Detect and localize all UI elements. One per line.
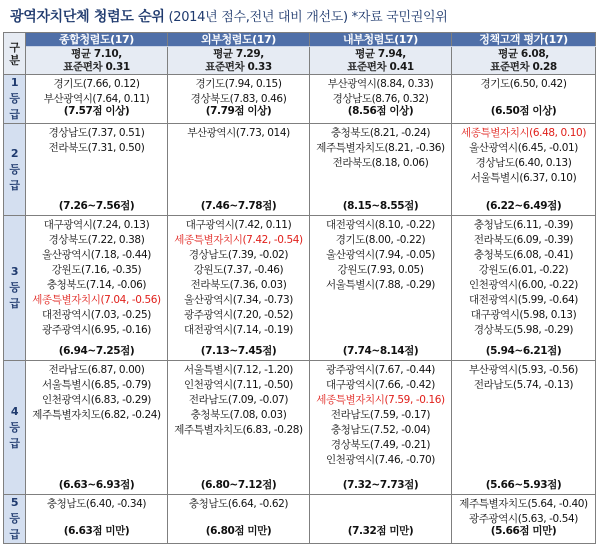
grade-label-char: 3 [10,265,19,278]
score-range: (7.32~7.73점) [342,479,419,491]
region-entry: 대전광역시(5.99, -0.64) [469,294,578,306]
grade-label [4,75,26,124]
score-range: (7.13~7.45점) [200,345,277,357]
region-entry: 대전광역시(8.10, -0.22) [326,219,435,231]
region-entry: 충청북도(8.21, -0.24) [330,127,431,139]
corner-char: 분 [9,53,20,67]
grade-cell [168,361,310,495]
score-range: (6.80~7.12점) [200,479,277,491]
region-entry: 서울특별시(6.37, 0.10) [470,172,577,184]
region-entry: 전라북도(8.18, 0.06) [332,157,429,169]
region-list [310,361,451,468]
region-entry: 세종특별자치시(7.04, -0.56) [32,294,161,306]
column-stats [168,47,310,75]
region-entry: 대구광역시(7.24, 0.13) [43,219,150,231]
region-entry: 부산광역시(5.93, -0.56) [469,364,578,376]
grade-cell-content [310,75,451,120]
score-range: (5.94~6.21점) [485,345,562,357]
ranking-table [3,32,596,544]
grade-label-char: 등 [9,162,20,176]
corner-label [4,33,26,75]
grade-cell-content [310,361,451,494]
region-list [168,124,309,141]
region-entry: 울산광역시(7.94, -0.05) [326,249,435,261]
grade-cell [310,124,452,216]
region-entry: 부산광역시(8.84, 0.33) [327,78,434,90]
region-list [168,495,309,512]
region-entry: 전라북도(7.31, 0.50) [48,142,145,154]
region-entry: 경기도(6.50, 0.42) [480,78,567,90]
grade-cell [26,124,168,216]
column-mean: 평균 6.08, [498,48,549,60]
page-title [10,6,595,28]
grade-label-char: 급 [9,108,20,121]
column-sd: 표준편차 0.31 [63,60,130,73]
grade-label-char: 급 [9,178,20,192]
region-entry: 충청북도(6.08, -0.41) [473,249,574,261]
grade-cell-content [452,495,595,540]
grade-cell-content [168,361,309,494]
region-entry: 강원도(7.93, 0.05) [337,264,424,276]
column-stats [310,47,452,75]
score-range: (6.22~6.49점) [485,200,562,212]
grade-label-char: 등 [9,281,20,294]
grade-cell-content [168,216,309,360]
region-entry: 경상북도(7.49, -0.21) [330,439,431,451]
column-mean: 평균 7.29, [213,48,264,60]
region-list [310,216,451,293]
region-entry: 전라북도(7.36, 0.03) [190,279,287,291]
region-entry: 제주특별자치도(5.64, -0.40) [459,498,588,510]
grade-label [4,495,26,544]
grade-cell-content [26,495,167,540]
grade-cell-content [168,495,309,540]
grade-cell [310,75,452,124]
grade-cell [26,495,168,544]
region-list [310,75,451,107]
region-list [168,216,309,338]
column-header: 외부청렴도(17) [168,33,310,47]
column-header: 종합청렴도(17) [26,33,168,47]
grade-cell-content [310,124,451,215]
grade-cell-content [310,216,451,360]
grade-cell [310,216,452,361]
column-header: 정책고객 평가(17) [452,33,596,47]
region-entry: 경상북도(7.22, 0.38) [48,234,145,246]
grade-cell [452,361,596,495]
grade-cell-content [310,495,451,540]
grade-row [4,495,596,544]
region-entry: 광주광역시(6.95, -0.16) [42,324,151,336]
ranking-table-body [4,33,596,544]
column-sd: 표준편차 0.28 [490,60,557,73]
region-list [452,75,595,92]
region-entry: 전라남도(7.59, -0.17) [330,409,431,421]
region-entry: 전라남도(7.09, -0.07) [188,394,289,406]
corner-char: 구 [9,40,20,54]
grade-cell [168,75,310,124]
grade-cell [452,75,596,124]
grade-cell [168,124,310,216]
grade-row [4,124,596,216]
region-entry: 경상남도(7.39, -0.02) [188,249,289,261]
region-entry: 전라남도(5.74, -0.13) [473,379,574,391]
score-range: (8.56점 이상) [347,105,414,117]
grade-row [4,75,596,124]
grade-label [4,216,26,361]
score-range: (6.80점 미만) [205,525,272,537]
grade-cell [452,495,596,544]
score-range: (7.74~8.14점) [342,345,419,357]
grade-cell [310,495,452,544]
region-entry: 제주특별자치도(8.21, -0.36) [316,142,445,154]
region-list [168,361,309,438]
region-entry: 울산광역시(7.34, -0.73) [184,294,293,306]
region-entry: 강원도(7.37, -0.46) [193,264,284,276]
title-subtitle: (2014년 점수,전년 대비 개선도) *자료 국민권익위 [168,10,448,25]
grade-label-char: 등 [9,92,20,105]
region-list [452,495,595,527]
region-entry: 세종특별자치시(7.42, -0.54) [174,234,303,246]
region-entry: 강원도(6.01, -0.22) [478,264,569,276]
grade-label-char: 등 [9,420,20,434]
grade-label [4,361,26,495]
region-entry: 인천광역시(6.83, -0.29) [42,394,151,406]
grade-label-char: 5 [10,496,19,509]
grade-cell-content [26,124,167,215]
grade-row [4,361,596,495]
score-range: (6.94~7.25점) [58,345,135,357]
grade-cell [452,216,596,361]
region-entry: 광주광역시(7.20, -0.52) [184,309,293,321]
region-entry: 전라북도(6.09, -0.39) [473,234,574,246]
region-list [26,124,167,156]
region-entry: 충청남도(6.64, -0.62) [188,498,289,510]
column-mean: 평균 7.10, [71,48,122,60]
region-entry: 충청남도(6.11, -0.39) [473,219,574,231]
grade-cell [26,75,168,124]
region-entry: 제주특별자치도(6.82, -0.24) [32,409,161,421]
region-entry: 대구광역시(7.42, 0.11) [185,219,292,231]
grade-label-char: 급 [9,297,20,310]
score-range: (6.63~6.93점) [58,479,135,491]
region-entry: 세종특별자치시(7.59, -0.16) [316,394,445,406]
region-list [26,75,167,107]
grade-row [4,216,596,361]
score-range: (7.26~7.56점) [58,200,135,212]
grade-cell-content [452,75,595,120]
region-list [26,216,167,338]
grade-cell-content [26,216,167,360]
region-list [310,495,451,497]
region-list [168,75,309,107]
region-entry: 충청남도(7.52, -0.04) [330,424,431,436]
grade-cell-content [452,124,595,215]
region-entry: 부산광역시(7.73, 014) [187,127,290,139]
grade-cell-content [452,216,595,360]
grade-label-char: 4 [10,404,19,418]
grade-cell-content [26,361,167,494]
region-entry: 대구광역시(7.66, -0.42) [326,379,435,391]
region-entry: 세종특별자치시(6.48, 0.10) [460,127,587,139]
region-list [452,216,595,338]
score-range: (5.66점 미만) [490,525,557,537]
grade-label-char: 급 [9,528,20,541]
grade-label [4,124,26,216]
region-entry: 충청북도(7.08, 0.03) [190,409,287,421]
grade-cell [452,124,596,216]
score-range: (7.79점 이상) [205,105,272,117]
grade-cell [168,216,310,361]
region-entry: 울산광역시(7.18, -0.44) [42,249,151,261]
region-entry: 충청남도(6.40, -0.34) [46,498,147,510]
region-entry: 대전광역시(7.14, -0.19) [184,324,293,336]
region-entry: 전라남도(6.87, 0.00) [48,364,145,376]
region-entry: 인천광역시(6.00, -0.22) [469,279,578,291]
region-list [452,361,595,393]
region-entry: 제주특별자치도(6.83, -0.28) [174,424,303,436]
grade-label-char: 등 [9,512,20,525]
region-list [452,124,595,186]
region-entry: 서울특별시(7.88, -0.29) [326,279,435,291]
region-entry: 울산광역시(6.45, -0.01) [469,142,578,154]
region-entry: 광주광역시(5.63, -0.54) [469,513,578,525]
column-header-row [4,33,596,47]
region-entry: 경기도(8.00, -0.22) [335,234,426,246]
grade-label-char: 1 [10,76,19,89]
region-entry: 경기도(7.94, 0.15) [195,78,282,90]
region-entry: 인천광역시(7.11, -0.50) [184,379,293,391]
grade-label-char: 급 [9,436,20,450]
grade-cell [310,361,452,495]
grade-cell-content [168,75,309,120]
region-entry: 서울특별시(6.85, -0.79) [42,379,151,391]
grade-cell [168,495,310,544]
region-entry: 경상북도(5.98, -0.29) [473,324,574,336]
column-sd: 표준편차 0.33 [205,60,272,73]
column-header: 내부청렴도(17) [310,33,452,47]
column-mean: 평균 7.94, [355,48,406,60]
region-list [26,361,167,423]
region-entry: 인천광역시(7.46, -0.70) [326,454,435,466]
title-main: 광역자치단체 청렴도 순위 [10,9,165,25]
score-range: (8.15~8.55점) [342,200,419,212]
region-entry: 강원도(7.16, -0.35) [51,264,142,276]
score-range: (7.32점 미만) [347,525,414,537]
region-entry: 대전광역시(7.03, -0.25) [42,309,151,321]
grade-label-char: 2 [10,146,19,160]
region-entry: 경상북도(7.83, 0.46) [190,93,287,105]
score-range: (7.46~7.78점) [200,200,277,212]
region-entry: 광주광역시(7.67, -0.44) [326,364,435,376]
grade-cell-content [26,75,167,120]
grade-cell [26,361,168,495]
grade-cell-content [452,361,595,494]
region-entry: 부산광역시(7.64, 0.11) [43,93,150,105]
region-entry: 충청북도(7.14, -0.06) [46,279,147,291]
column-sd: 표준편차 0.41 [347,60,414,73]
region-entry: 경상남도(8.76, 0.32) [332,93,429,105]
region-list [310,124,451,171]
score-range: (6.50점 이상) [490,105,557,117]
grade-cell-content [168,124,309,215]
score-range: (6.63점 미만) [63,525,130,537]
grade-cell [26,216,168,361]
region-entry: 서울특별시(7.12, -1.20) [184,364,293,376]
region-entry: 경기도(7.66, 0.12) [53,78,140,90]
region-entry: 대구광역시(5.98, 0.13) [470,309,577,321]
score-range: (5.66~5.93점) [485,479,562,491]
score-range: (7.57점 이상) [63,105,130,117]
region-list [26,495,167,512]
column-stats-row [4,47,596,75]
column-stats [26,47,168,75]
region-entry: 경상남도(7.37, 0.51) [48,127,145,139]
column-stats [452,47,596,75]
region-entry: 경상남도(6.40, 0.13) [475,157,572,169]
